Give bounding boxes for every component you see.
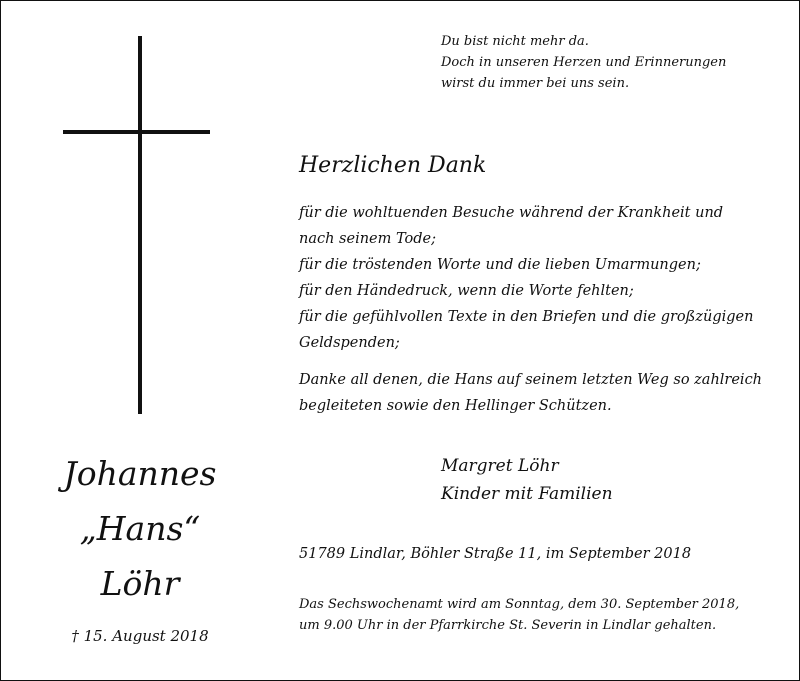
death-date: † 15. August 2018: [71, 627, 209, 645]
cross-vertical-bar: [138, 36, 142, 414]
quote-line: wirst du immer bei uns sein.: [441, 76, 630, 91]
quote-line: Doch in unseren Herzen und Erinnerungen: [441, 55, 727, 70]
deceased-name: [21, 446, 259, 611]
mass-notice-line: um 9.00 Uhr in der Pfarrkirche St. Severin in Lindlar gehalten.: [299, 618, 717, 633]
thanks-line: Geldspenden;: [299, 335, 400, 351]
mass-notice-line: Das Sechswochenamt wird am Sonntag, dem 30. September 2018,: [299, 597, 740, 612]
memorial-quote: [441, 31, 786, 94]
thanks-paragraph-line: begleiteten sowie den Hellinger Schützen.: [299, 398, 612, 414]
mass-notice: [299, 594, 789, 636]
signer-line: Kinder mit Familien: [441, 484, 613, 504]
thanks-paragraph: [299, 367, 789, 419]
thanks-line: für die gefühlvollen Texte in den Briefen und die großzügigen: [299, 309, 754, 325]
thanks-line: für die wohltuenden Besuche während der Krankheit und: [299, 205, 724, 221]
place-and-date: 51789 Lindlar, Böhler Straße 11, im September 2018: [299, 546, 692, 562]
signers: [441, 452, 613, 508]
thanks-heading: Herzlichen Dank: [299, 153, 487, 178]
cross-horizontal-bar: [63, 130, 210, 134]
thanks-paragraph-line: Danke all denen, die Hans auf seinem letzten Weg so zahlreich: [299, 372, 763, 388]
thanks-line: für die tröstenden Worte und die lieben Umarmungen;: [299, 257, 701, 273]
quote-line: Du bist nicht mehr da.: [441, 34, 589, 49]
signer-line: Margret Löhr: [441, 456, 559, 476]
thanks-line: nach seinem Tode;: [299, 231, 437, 247]
deceased-nickname: „Hans“: [79, 509, 201, 548]
thanks-line: für den Händedruck, wenn die Worte fehlten;: [299, 283, 634, 299]
thanks-list: [299, 200, 789, 356]
deceased-last-name: Löhr: [100, 564, 180, 603]
deceased-first-name: Johannes: [63, 454, 217, 493]
